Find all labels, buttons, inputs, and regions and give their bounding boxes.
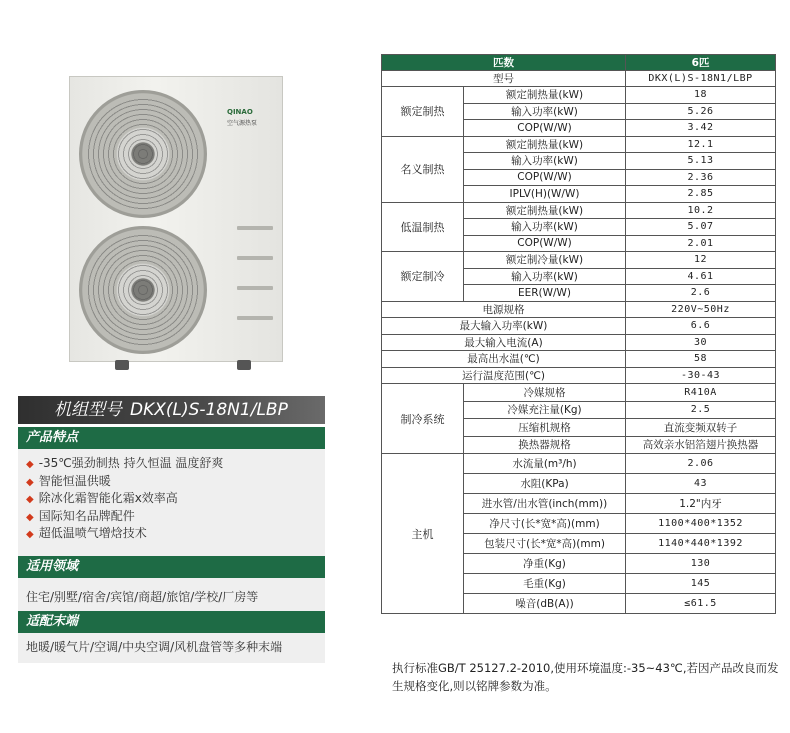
table-row: 最大输入电流(A) 30 xyxy=(382,334,776,351)
table-row: 型号 DKX(L)S-18N1/LBP xyxy=(382,71,776,87)
group-label: 额定制热 xyxy=(382,87,464,137)
table-row: EER(W/W) 2.6 xyxy=(382,285,776,302)
table-row: 噪音(dB(A)) ≤61.5 xyxy=(382,594,776,614)
heat-pump-unit-image xyxy=(65,76,287,370)
table-row: 额定制热 额定制热量(kW) 18 xyxy=(382,87,776,104)
table-row: 最大输入功率(kW) 6.6 xyxy=(382,318,776,335)
table-row: 净尺寸(长*宽*高)(mm) 1100*400*1352 xyxy=(382,514,776,534)
table-row: 名义制热 额定制热量(kW) 12.1 xyxy=(382,136,776,153)
group-label: 主机 xyxy=(382,454,464,614)
diamond-bullet-icon: ◆ xyxy=(26,476,34,488)
header-value: 6匹 xyxy=(626,55,776,71)
header-label: 匹数 xyxy=(382,55,626,71)
list-item: ◆ 超低温喷气增焓技术 xyxy=(26,526,147,540)
fan-top xyxy=(79,90,207,218)
terminals-text: 地暖/暖气片/空调/中央空调/风机盘管等多种末端 xyxy=(26,640,283,654)
diamond-bullet-icon: ◆ xyxy=(26,529,34,540)
table-row: 额定制冷 额定制冷量(kW) 12 xyxy=(382,252,776,269)
diamond-bullet-icon: ◆ xyxy=(26,494,34,505)
table-row: 低温制热 额定制热量(kW) 10.2 xyxy=(382,202,776,219)
table-row: 运行温度范围(℃) -30-43 xyxy=(382,367,776,384)
fan-bottom xyxy=(79,226,207,354)
side-vent xyxy=(237,226,273,230)
list-item: ◆ -35℃强劲制热 持久恒温 温度舒爽 xyxy=(26,456,224,470)
footnote: 执行标准GB/T 25127.2-2010,使用环境温度:-35~43℃,若因产品改良而发生规格变化,则以铭牌参数为准。 xyxy=(392,661,779,693)
unit-foot xyxy=(115,360,129,370)
model-label: 机组型号 xyxy=(54,400,122,420)
list-item: ◆ 智能恒温供暖 xyxy=(26,473,111,488)
table-row: 水阻(KPa) 43 xyxy=(382,474,776,494)
table-row: 换热器规格 高效亲水铝箔翅片换热器 xyxy=(382,436,776,454)
diamond-bullet-icon: ◆ xyxy=(26,459,34,470)
table-row: 输入功率(kW) 5.26 xyxy=(382,103,776,120)
table-row: COP(W/W) 2.01 xyxy=(382,235,776,252)
side-vent xyxy=(237,286,273,290)
group-label: 额定制冷 xyxy=(382,252,464,302)
table-row: 包装尺寸(长*宽*高)(mm) 1140*440*1392 xyxy=(382,534,776,554)
model-number: DKX(L)S-18N1/LBP xyxy=(130,400,288,420)
group-label: 低温制热 xyxy=(382,202,464,252)
table-row: IPLV(H)(W/W) 2.85 xyxy=(382,186,776,203)
terminals-section xyxy=(18,633,325,663)
table-row: 净重(Kg) 130 xyxy=(382,554,776,574)
table-row: 冷媒充注量(Kg) 2.5 xyxy=(382,401,776,419)
table-row: 最高出水温(℃) 58 xyxy=(382,351,776,368)
table-row: 毛重(Kg) 145 xyxy=(382,574,776,594)
brand-logo: QINAO 空气源热泵 xyxy=(227,108,258,127)
list-item: ◆ 国际知名品牌配件 xyxy=(26,508,135,523)
applications-text: 住宅/别墅/宿舍/宾馆/商超/旅馆/学校/厂房等 xyxy=(26,590,259,604)
table-row: COP(W/W) 2.36 xyxy=(382,169,776,186)
table-row: 输入功率(kW) 5.13 xyxy=(382,153,776,170)
table-row: 电源规格 220V~50Hz xyxy=(382,301,776,318)
model-bar xyxy=(18,396,325,424)
table-row: 主机 水流量(m³/h) 2.06 xyxy=(382,454,776,474)
side-vent xyxy=(237,316,273,320)
table-header xyxy=(382,55,776,71)
side-vent xyxy=(237,256,273,260)
features-list xyxy=(18,449,325,556)
table-row: 输入功率(kW) 4.61 xyxy=(382,268,776,285)
applications-heading: 适用领域 xyxy=(18,556,325,578)
table-row: 制冷系统 冷媒规格 R410A xyxy=(382,384,776,402)
group-label: 名义制热 xyxy=(382,136,464,202)
terminals-heading: 适配末端 xyxy=(18,611,325,633)
table-row: COP(W/W) 3.42 xyxy=(382,120,776,137)
unit-foot xyxy=(237,360,251,370)
features-heading: 产品特点 xyxy=(18,427,325,449)
spec-table xyxy=(381,54,776,614)
table-row: 压缩机规格 直流变频双转子 xyxy=(382,419,776,437)
list-item: ◆ 除冰化霜智能化霜x效率高 xyxy=(26,491,178,505)
group-label: 制冷系统 xyxy=(382,384,464,454)
table-row: 输入功率(kW) 5.07 xyxy=(382,219,776,236)
diamond-bullet-icon: ◆ xyxy=(26,511,34,523)
table-row: 进水管/出水管(inch(mm)) 1.2"内牙 xyxy=(382,494,776,514)
